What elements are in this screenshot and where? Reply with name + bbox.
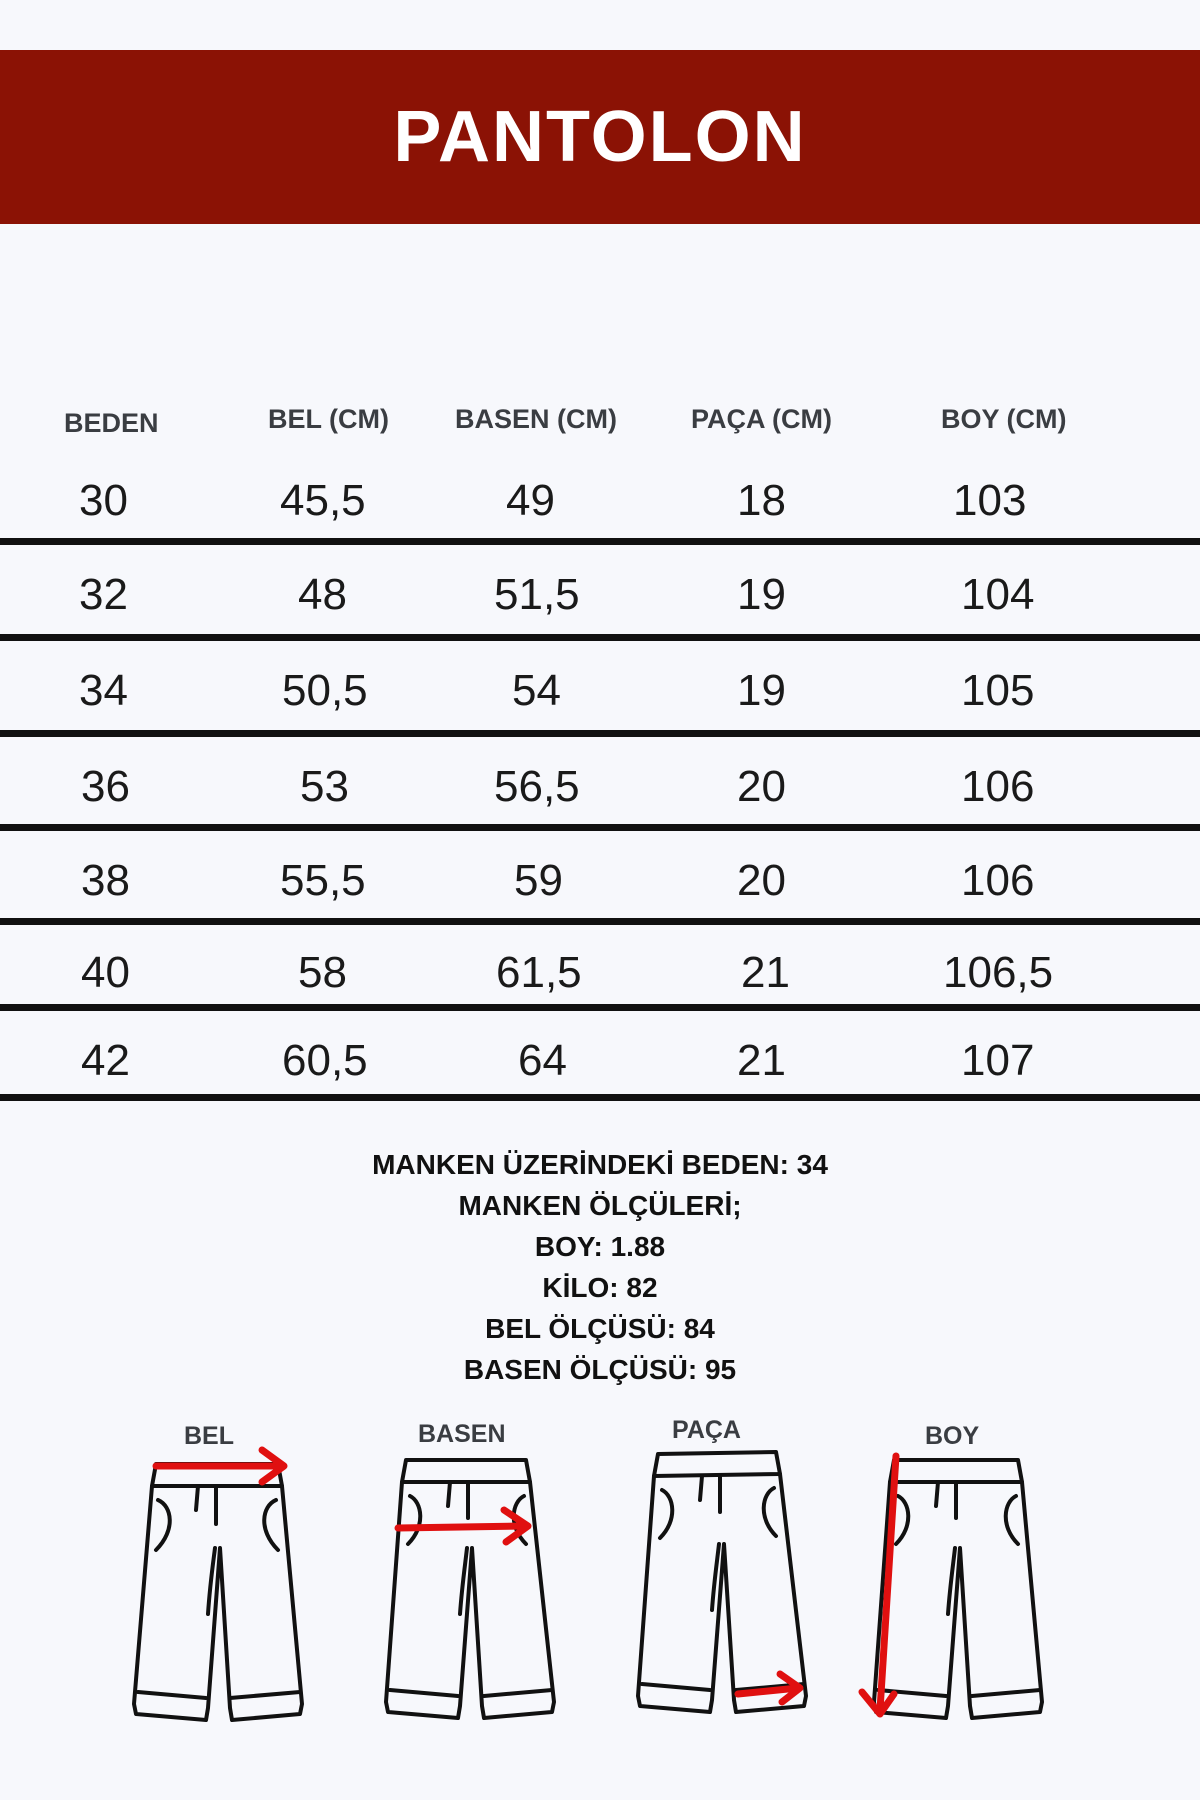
model-info	[0, 1144, 1200, 1390]
header-basen: BASEN (CM)	[455, 404, 617, 434]
model-measurements-heading: MANKEN ÖLÇÜLERİ;	[458, 1190, 742, 1221]
row-divider	[0, 1094, 1200, 1101]
cell-paca: 19	[737, 666, 786, 715]
guide-label-basen: BASEN	[418, 1420, 506, 1448]
cell-boy: 105	[961, 666, 1035, 715]
cell-boy: 107	[961, 1036, 1035, 1085]
cell-bel: 60,5	[282, 1036, 368, 1085]
cell-basen: 49	[506, 476, 555, 525]
model-height-line: BOY: 1.88	[534, 1231, 666, 1262]
cell-basen: 54	[512, 666, 561, 715]
header-paca: PAÇA (CM)	[691, 404, 832, 434]
cell-beden: 38	[81, 856, 130, 905]
cell-bel: 45,5	[280, 476, 366, 525]
table-row	[0, 652, 1200, 740]
table-row	[0, 842, 1200, 930]
cell-paca: 20	[737, 762, 786, 811]
cell-basen: 51,5	[494, 570, 580, 619]
guide-label-boy: BOY	[925, 1422, 980, 1450]
table-row	[0, 556, 1200, 644]
cell-paca: 21	[741, 948, 790, 997]
model-hip-line: BASEN ÖLÇÜSÜ: 95	[463, 1354, 737, 1385]
row-divider	[0, 538, 1200, 545]
cell-paca: 20	[737, 856, 786, 905]
table-row	[0, 462, 1200, 550]
cell-beden: 36	[81, 762, 130, 811]
cell-beden: 40	[81, 948, 130, 997]
header-bel: BEL (CM)	[268, 404, 389, 434]
cell-bel: 48	[298, 570, 347, 619]
pants-hip-icon	[376, 1444, 566, 1734]
cell-bel: 58	[298, 948, 347, 997]
cell-beden: 30	[79, 476, 128, 525]
cell-beden: 34	[79, 666, 128, 715]
cell-beden: 42	[81, 1036, 130, 1085]
cell-boy: 104	[961, 570, 1035, 619]
cell-bel: 50,5	[282, 666, 368, 715]
guide-label-paca: PAÇA	[672, 1416, 741, 1444]
row-divider	[0, 1004, 1200, 1011]
cell-paca: 19	[737, 570, 786, 619]
page-title: PANTOLON	[393, 97, 807, 177]
model-size-line: MANKEN ÜZERİNDEKİ BEDEN: 34	[372, 1149, 828, 1180]
row-divider	[0, 918, 1200, 925]
cell-beden: 32	[79, 570, 128, 619]
cell-boy: 106	[961, 762, 1035, 811]
pants-length-icon	[850, 1444, 1050, 1734]
header-boy: BOY (CM)	[941, 404, 1067, 434]
cell-paca: 21	[737, 1036, 786, 1085]
model-weight-line: KİLO: 82	[542, 1272, 658, 1303]
row-divider	[0, 730, 1200, 737]
cell-bel: 55,5	[280, 856, 366, 905]
cell-paca: 18	[737, 476, 786, 525]
row-divider	[0, 634, 1200, 641]
cell-boy: 106,5	[943, 948, 1054, 997]
model-waist-line: BEL ÖLÇÜSÜ: 84	[485, 1313, 715, 1344]
cell-basen: 64	[518, 1036, 567, 1085]
pants-waist-icon	[120, 1444, 310, 1734]
cell-boy: 103	[953, 476, 1027, 525]
cell-bel: 53	[300, 762, 349, 811]
cell-boy: 106	[961, 856, 1035, 905]
header-beden: BEDEN	[64, 408, 159, 438]
pants-hem-icon	[628, 1440, 818, 1730]
cell-basen: 59	[514, 856, 563, 905]
table-row	[0, 748, 1200, 836]
guide-label-bel: BEL	[184, 1422, 234, 1450]
row-divider	[0, 824, 1200, 831]
cell-basen: 56,5	[494, 762, 580, 811]
cell-basen: 61,5	[496, 948, 582, 997]
